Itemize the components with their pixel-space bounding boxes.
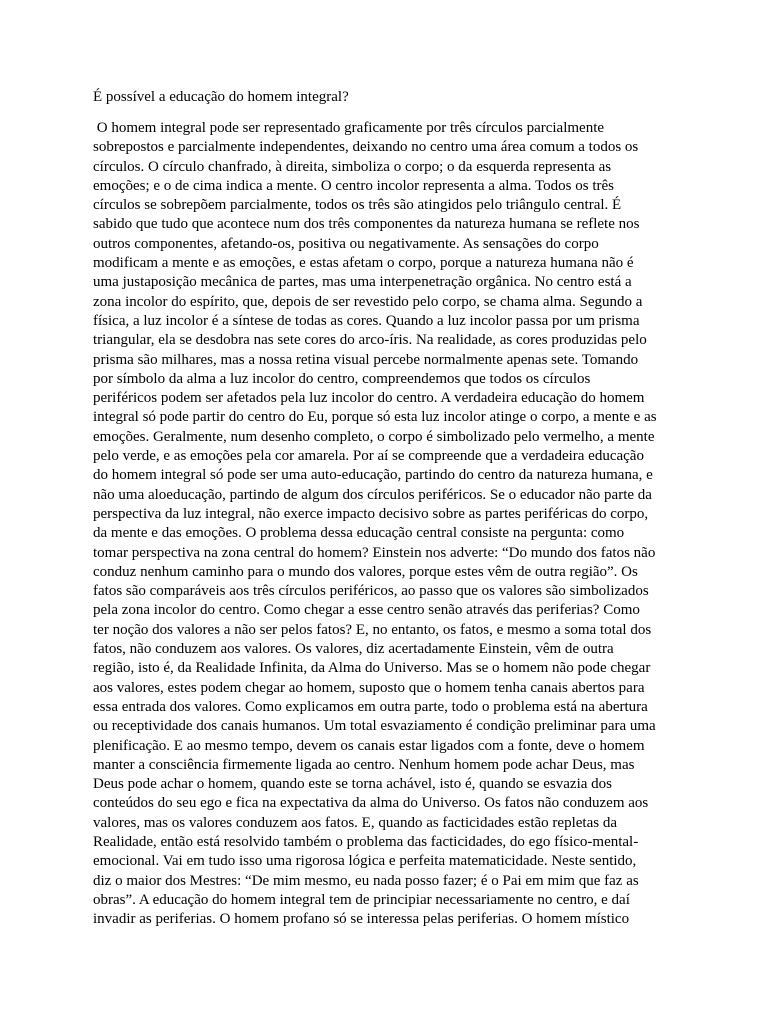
body-line: ou receptividade dos canais humanos. Um total esvaziamento é condição preliminar para uma	[93, 718, 656, 735]
document-title: É possível a educação do homem integral?	[93, 89, 349, 105]
body-line: conduz nenhum caminho para o mundo dos valores, porque estes vêm de outra região”. Os	[93, 563, 638, 580]
body-line: modificam a mente e as emoções, e estas afetam o corpo, porque a natureza humana não é	[93, 255, 634, 272]
body-line: conteúdos do seu ego e fica na expectativa da alma do Universo. Os fatos não conduzem aos	[93, 795, 649, 812]
body-line: ter noção dos valores a não ser pelos fatos? E, no entanto, os fatos, e mesmo a soma total dos	[93, 621, 652, 638]
body-line: física, a luz incolor é a síntese de todas as cores. Quando a luz incolor passa por um prisma	[93, 312, 640, 329]
body-line: O homem integral pode ser representado graficamente por três círculos parcialmente	[93, 120, 605, 136]
body-line: sabido que tudo que acontece num dos três componentes da natureza humana se reflete nos	[93, 216, 640, 233]
body-line: pelo verde, e as emoções pela cor amarela. Por aí se compreende que a verdadeira educação	[93, 448, 644, 465]
body-line: círculos se sobrepõem parcialmente, todos os três são atingidos pelo triângulo central. É	[93, 197, 622, 214]
body-line: círculos. O círculo chanfrado, à direita, simboliza o corpo; o da esquerda representa as	[93, 158, 612, 175]
body-line: triangular, ela se desdobra nas sete cores do arco-íris. Na realidade, as cores produzidas pelo	[93, 332, 647, 349]
body-line: Realidade, então está resolvido também o problema das facticidades, do ego físico-mental-	[93, 833, 639, 850]
body-line: sobrepostos e parcialmente independentes, deixando no centro uma área comum a todos os	[93, 139, 639, 156]
body-line: emocional. Vai em tudo isso uma rigorosa lógica e perfeita matematicidade. Neste sentido,	[93, 853, 637, 870]
body-line: uma justaposição mecânica de partes, mas uma interpenetração orgânica. No centro está a	[93, 274, 632, 291]
body-line: plenificação. E ao mesmo tempo, devem os canais estar ligados com a fonte, deve o homem	[93, 737, 645, 754]
body-line: fatos, não conduzem aos valores. Os valores, diz acertadamente Einstein, vêm de outra	[93, 641, 614, 658]
body-line: zona incolor do espírito, que, depois de ser revestido pelo corpo, se chama alma. Segundo a	[93, 293, 643, 310]
body-line: aos valores, estes podem chegar ao homem, suposto que o homem tenha canais abertos para	[93, 679, 645, 696]
body-line: valores, mas os valores conduzem aos fatos. E, quando as facticidades estão repletas da	[93, 814, 617, 831]
document-body	[93, 119, 683, 929]
body-line: tomar perspectiva na zona central do homem? Einstein nos adverte: “Do mundo dos fatos não	[93, 544, 656, 561]
body-line: invadir as periferias. O homem profano só se interessa pelas periferias. O homem místico	[93, 911, 630, 928]
body-line: Deus pode achar o homem, quando este se torna achável, isto é, quando se esvazia dos	[93, 776, 612, 793]
body-line: periféricos podem ser afetados pela luz incolor do centro. A verdadeira educação do homem	[93, 390, 645, 407]
body-line: integral só pode partir do centro do Eu, porque só esta luz incolor atinge o corpo, a mente e as	[93, 409, 657, 426]
body-line: prisma são milhares, mas a nossa retina visual percebe normalmente apenas sete. Tomando	[93, 351, 639, 368]
body-line: região, isto é, da Realidade Infinita, da Alma do Universo. Mas se o homem não pode chegar	[93, 660, 651, 677]
body-line: emoções. Geralmente, num desenho completo, o corpo é simbolizado pelo vermelho, a mente	[93, 428, 655, 445]
body-line: do homem integral só pode ser uma auto-educação, partindo do centro da natureza humana, e	[93, 467, 653, 484]
body-line: emoções; e o de cima indica a mente. O centro incolor representa a alma. Todos os três	[93, 177, 614, 194]
body-line: diz o maior dos Mestres: “De mim mesmo, eu nada posso fazer; é o Pai em mim que faz as	[93, 872, 639, 889]
body-line: por símbolo da alma a luz incolor do centro, compreendemos que todos os círculos	[93, 370, 591, 387]
body-line: obras”. A educação do homem integral tem de principiar necessariamente no centro, e daí	[93, 891, 630, 908]
body-line: da mente e das emoções. O problema dessa educação central consiste na pergunta: como	[93, 525, 625, 542]
body-line: perspectiva da luz integral, não exerce impacto decisivo sobre as partes periféricas do corpo,	[93, 505, 649, 522]
body-line: manter a consciência firmemente ligada ao centro. Nenhum homem pode achar Deus, mas	[93, 756, 635, 773]
body-line: não uma aloeducação, partindo de algum dos círculos periféricos. Se o educador não parte da	[93, 486, 652, 503]
body-line: pela zona incolor do centro. Como chegar a esse centro senão através das periferias? Como	[93, 602, 640, 619]
body-line: outros componentes, afetando-os, positiva ou negativamente. As sensações do corpo	[93, 235, 599, 252]
body-line: fatos são comparáveis aos três círculos periféricos, ao passo que os valores são simbolizados	[93, 583, 649, 600]
body-line: essa entrada dos valores. Como explicamos em outra parte, todo o problema está na abertura	[93, 698, 648, 715]
